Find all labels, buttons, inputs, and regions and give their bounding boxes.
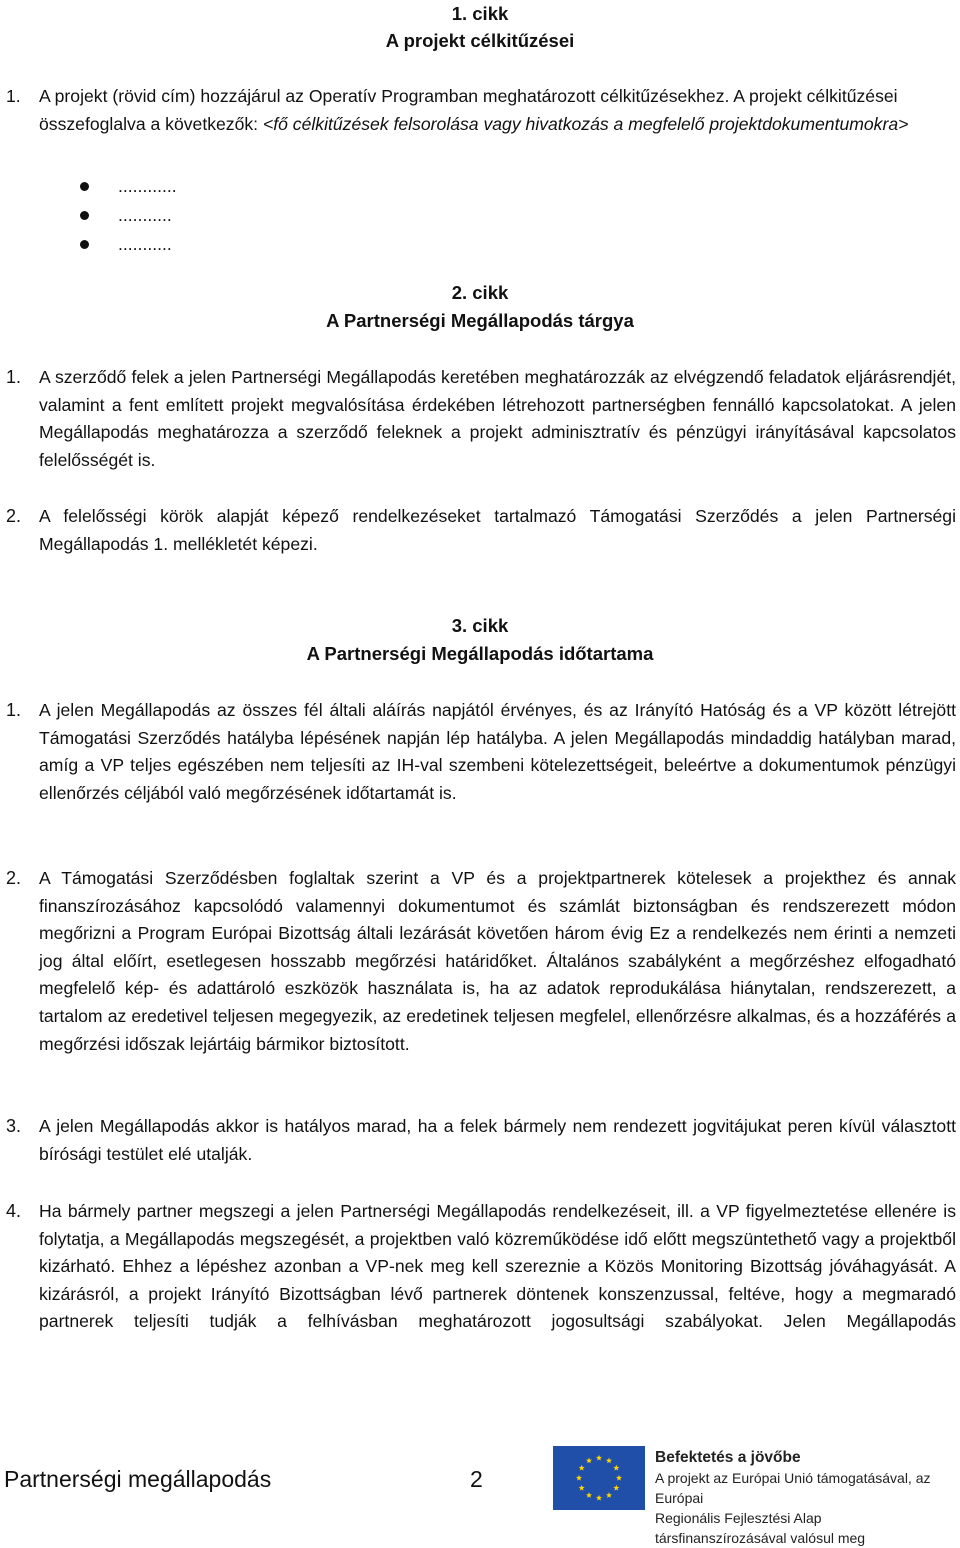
paragraph-text: A Támogatási Szerződésben foglaltak szerint a VP és a projektpartnerek kötelesek a projekthez és annak finanszírozásához kapcsolódó valamennyi dokumentumot és számlát biztonságban és rendszerezett módon megőrizni a Program Európai Bizottság általi lezárását követően három évig Ez a rendelkezés nem érinti a nemzeti jog által előírt, esetlegesen hosszabb megőrzési határidőket. Általános szabályként a megőrzéshez elfogadható megfelelő kép- és adattároló eszközök használata is, ha az adatok reprodukálása hiánytalan, rendszerezett, a tartalom az eredetivel teljesen megegyezik, az eredetinek teljesen megfelel, ellenőrzésre alkalmas, és a hozzáférés a megőrzési időszak lejártáig bármikor biztosított. (39, 868, 956, 1054)
paragraph-text-plain: A projekt (rövid cím) hozzájárul az Operatív Programban meghatározott célkitűzésekhez. A projekt célkitűzései összefoglalva a következők: (39, 86, 898, 134)
footer-document-title: Partnerségi megállapodás (4, 1466, 272, 1492)
list-item-text: ........... (118, 205, 172, 225)
article-1-title: A projekt célkitűzései (385, 30, 575, 51)
paragraph-number: 1. (6, 86, 21, 106)
bullet-dot-icon (80, 211, 89, 220)
funding-line-1: A projekt az Európai Unió támogatásával, az Európai (655, 1470, 931, 1506)
article-3-paragraph-1 (6, 697, 956, 807)
objectives-list (80, 172, 177, 259)
paragraph-number: 4. (6, 1201, 22, 1221)
list-item (80, 172, 177, 201)
eu-flag-icon (553, 1446, 645, 1510)
article-2-paragraph-1 (6, 364, 956, 474)
article-3-paragraph-4 (6, 1198, 956, 1364)
funding-line-2: Regionális Fejlesztési Alap társfinanszírozásával valósul meg (655, 1510, 866, 1546)
paragraph-text: A jelen Megállapodás az összes fél általi aláírás napjától érvényes, és az Irányító Hatóság és a VP között létrejött Támogatási Szerződés hatályba lépésének napján lép hatályba. A jelen Megállapodás mindaddig hatályban marad, amíg a VP teljes egészében nem teljesíti az IH-val szembeni kötelezettségeit, beleértve a dokumentumok pénzügyi ellenőrzés céljából való megőrzésének időtartamát is. (39, 700, 956, 803)
article-1-number: 1. cikk (451, 3, 509, 24)
article-3-title: A Partnerségi Megállapodás időtartama (306, 643, 654, 664)
paragraph-number: 1. (6, 700, 22, 720)
paragraph-number: 1. (6, 367, 22, 387)
paragraph-number: 3. (6, 1116, 22, 1136)
paragraph-text (39, 83, 956, 138)
article-3-paragraph-3 (6, 1113, 956, 1168)
page-number: 2 (470, 1466, 483, 1492)
article-3-paragraph-2 (6, 865, 956, 1058)
paragraph-number: 2. (6, 868, 22, 888)
paragraph-text-italic: <fő célkitűzések felsorolása vagy hivatkozás a megfelelő projektdokumentumokra> (262, 113, 909, 134)
eu-funding-notice (655, 1448, 955, 1548)
bullet-dot-icon (80, 182, 89, 191)
article-2-number: 2. cikk (451, 282, 509, 303)
list-item-text: ........... (118, 234, 172, 254)
list-item (80, 201, 177, 230)
list-item-text: ............ (118, 176, 177, 196)
article-2-paragraph-2 (6, 503, 956, 558)
funding-title: Befektetés a jövőbe (655, 1449, 801, 1466)
article-2-title: A Partnerségi Megállapodás tárgya (326, 310, 634, 331)
paragraph-number: 2. (6, 506, 22, 526)
article-1-paragraph-1 (6, 83, 956, 138)
list-item (80, 230, 177, 259)
bullet-dot-icon (80, 240, 89, 249)
paragraph-text: Ha bármely partner megszegi a jelen Partnerségi Megállapodás rendelkezéseit, ill. a VP figyelmeztetése ellenére is folytatja, a Megállapodás megszegését, a projektben való közreműködése idő előtt megszüntethető vagy a projektből kizárható. Ehhez a lépéshez azonban a VP-nek meg kell szereznie a Közös Monitoring Bizottság jóváhagyását. A kizárásról, a projekt Irányító Bizottságban lévő partnerek döntenek konszenzussal, feltéve, hogy a megmaradó partnerek teljesíti tudják a felhívásban meghatározott jogosultsági szabályokat. Jelen Megállapodás (39, 1201, 956, 1332)
paragraph-text: A jelen Megállapodás akkor is hatályos marad, ha a felek bármely nem rendezett jogvitájukat peren kívül választott bírósági testület elé utalják. (39, 1116, 956, 1164)
paragraph-text: A szerződő felek a jelen Partnerségi Megállapodás keretében meghatározzák az elvégzendő feladatok eljárásrendjét, valamint a fent említett projekt megvalósítása érdekében létrehozott partnerségben fennálló kapcsolatokat. A jelen Megállapodás meghatározza a szerződő feleknek a projekt adminisztratív és pénzügyi irányításával kapcsolatos felelősségét is. (39, 367, 956, 470)
paragraph-text: A felelősségi körök alapját képező rendelkezéseket tartalmazó Támogatási Szerződés a jelen Partnerségi Megállapodás 1. mellékletét képezi. (39, 506, 956, 554)
article-3-number: 3. cikk (451, 615, 509, 636)
